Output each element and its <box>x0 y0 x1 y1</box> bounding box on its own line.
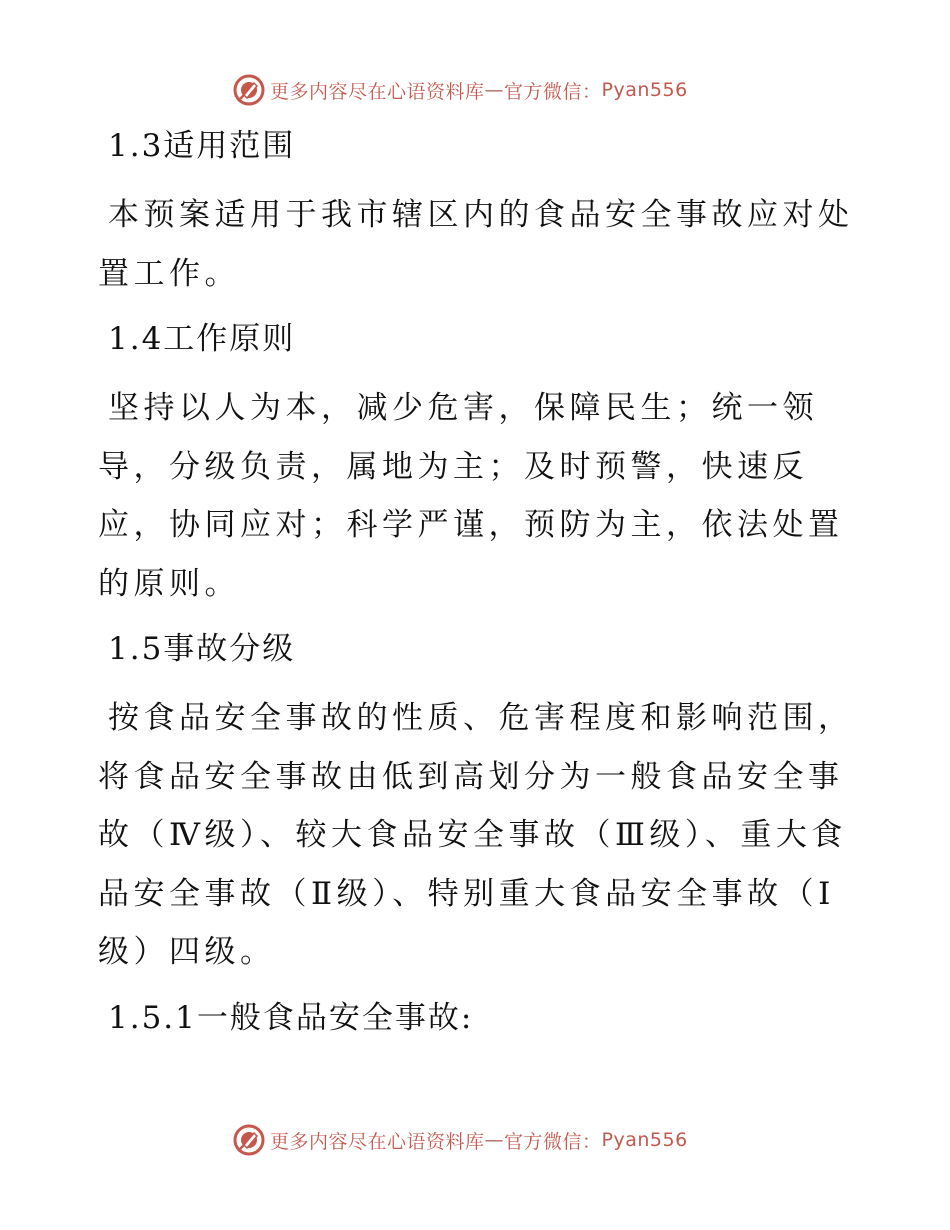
watermark-title: 更多内容尽在心语资料库 <box>270 80 485 103</box>
section-heading-1-4: 1.4工作原则 <box>108 321 296 357</box>
watermark-separator: — <box>484 79 505 101</box>
document-body <box>98 118 858 1046</box>
section-heading-1-5: 1.5事故分级 <box>108 631 296 667</box>
footer-watermark <box>232 1122 688 1158</box>
section-body-1-3: 本预案适用于我市辖区内的食品安全事故应对处置工作。 <box>98 197 854 292</box>
section-heading-1-5-1: 1.5.1一般食品安全事故: <box>108 999 474 1036</box>
watermark-wechat-id: Pyan556 <box>601 79 688 101</box>
watermark-wechat-id: Pyan556 <box>601 1129 688 1151</box>
watermark-wechat-label: 官方微信： <box>504 1130 602 1153</box>
pen-nib-circle-icon <box>232 1123 266 1157</box>
section-body-1-4: 坚持以人为本，减少危害，保障民生；统一领导，分级负责，属地为主；及时预警，快速反应，协同应对；科学严谨，预防为主，依法处置的原则。 <box>98 390 844 602</box>
watermark-wechat-label: 官方微信： <box>504 80 602 103</box>
section-heading-1-3: 1.3适用范围 <box>108 128 296 164</box>
section-body-1-5: 按食品安全事故的性质、危害程度和影响范围，将食品安全事故由低到高划分为一般食品安全事故（Ⅳ级）、较大食品安全事故（Ⅲ级）、重大食品安全事故（Ⅱ级）、特别重大食品安全事故（Ⅰ级）四级。 <box>98 700 854 970</box>
watermark-separator: — <box>484 1129 505 1151</box>
watermark-title: 更多内容尽在心语资料库 <box>270 1130 485 1153</box>
pen-nib-circle-icon <box>232 73 266 107</box>
header-watermark <box>232 72 688 108</box>
